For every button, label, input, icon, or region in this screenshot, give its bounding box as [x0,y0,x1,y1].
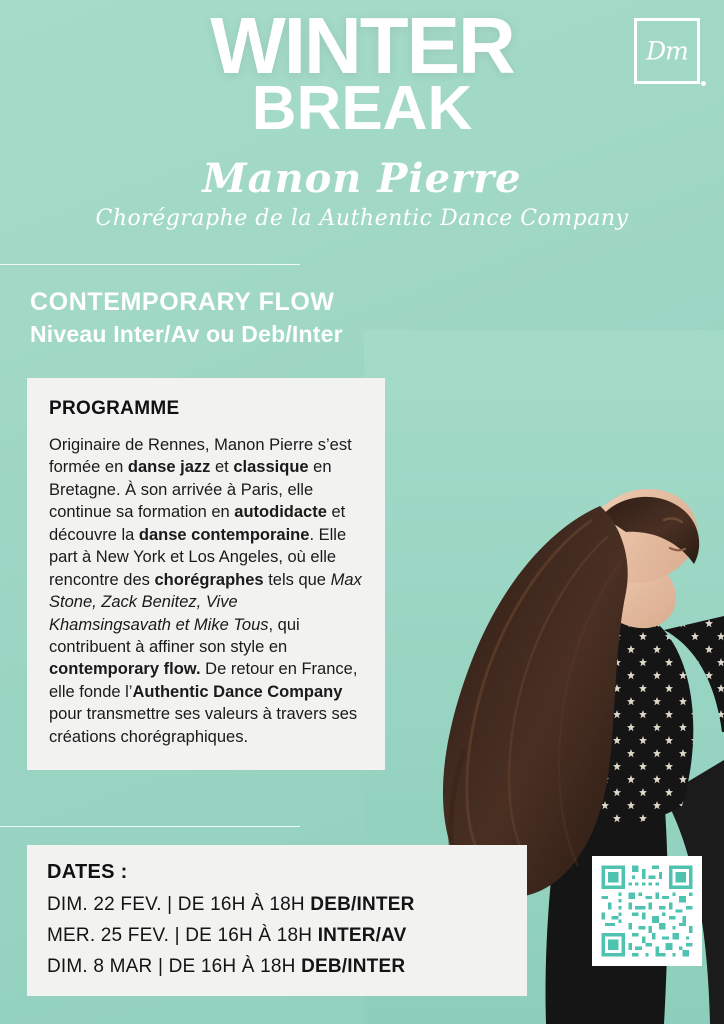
programme-text-segment: . Elle part à New York et Los Angeles, où elle rencontre des [49,525,347,589]
course-heading [30,288,343,348]
title-line-break: BREAK [251,74,473,143]
programme-text-segment: Max Stone, Zack Benitez, Vive Khamsingsavath et Mike Tous [49,570,362,634]
programme-text-segment: danse jazz [127,458,211,477]
date-level: DEB/INTER [301,956,406,977]
date-day: DIM. 22 FEV. [47,894,168,915]
artist-name: Manon Pierre [202,154,522,202]
poster-header [0,1,724,231]
date-row [47,956,507,978]
programme-text-segment: , qui contribuent à affiner son style en [49,615,300,656]
programme-text-segment: et [210,458,234,477]
divider-bottom [0,826,300,827]
programme-text-segment: chorégraphes [154,570,264,589]
programme-text-segment: Authentic Dance Company [132,682,343,701]
dates-list [47,894,507,978]
programme-text-segment: en Bretagne. À son arrivée à Paris, elle continue sa formation en [49,458,332,522]
logo-mark: Dm [646,36,688,66]
date-time: DE 16H À 18H [177,894,311,915]
programme-card [27,378,385,770]
course-level: Niveau Inter/Av ou Deb/Inter [30,321,343,347]
dates-heading: DATES : [47,861,128,883]
date-level: INTER/AV [317,925,407,946]
date-time: DE 16H À 18H [168,956,302,977]
date-level: DEB/INTER [310,894,415,915]
programme-text-segment: pour transmettre ses valeurs à travers ses créations chorégraphiques. [49,705,358,746]
date-row [47,894,507,916]
programme-text-segment: danse contemporaine [138,525,310,544]
programme-text-segment: tels que [263,570,331,589]
programme-text-segment: De retour en France, elle fonde l’ [49,660,358,701]
programme-body [49,434,363,748]
date-day: DIM. 8 MAR [47,956,158,977]
programme-text-segment: classique [233,458,309,477]
programme-text-segment: autodidacte [234,503,327,522]
date-day: MER. 25 FEV. [47,925,175,946]
programme-text-segment: contemporary flow. [49,660,201,679]
date-row [47,925,507,947]
divider-top [0,264,300,265]
course-title: CONTEMPORARY FLOW [30,288,335,316]
date-separator: | [157,956,169,977]
date-separator: | [174,925,186,946]
dates-card [27,845,527,996]
qr-code[interactable] [592,856,702,966]
programme-text-segment: et découvre la [49,503,346,544]
date-time: DE 16H À 18H [185,925,318,946]
artist-role: Chorégraphe de la Authentic Dance Company [95,205,629,231]
title-line-winter: WINTER [210,1,514,90]
programme-heading: PROGRAMME [49,398,180,419]
date-separator: | [167,894,178,915]
programme-text-segment: Originaire de Rennes, Manon Pierre s’est formée en [49,436,352,477]
